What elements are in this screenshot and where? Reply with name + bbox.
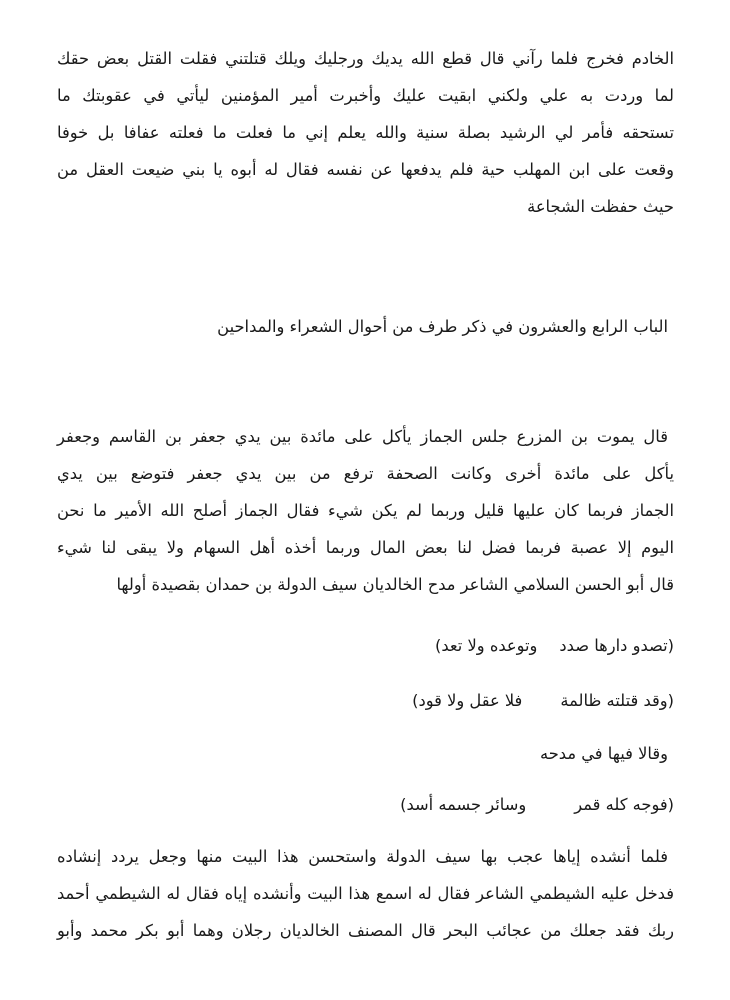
verse-intro-text: وقالا فيها في مدحه [540,744,668,763]
text-line: قال يموت بن المزرع جلس الجماز يأكل على مائدة بين يدي جعفر بن القاسم وجعفر [57,427,668,446]
verse-3 [57,786,674,823]
verse-2 [57,682,674,719]
text-line: يأكل على مائدة أخرى وكانت الصحفة ترفع من بين يدي جعفر فتوضع بين يدي [57,464,674,483]
text-line: لما وردت به علي ولكني ابقيت عليك وأخبرت أمير المؤمنين ليأتي في عقوبتك ما [57,86,674,105]
verse-second-hemistich: وسائر جسمه أسد) [400,795,527,814]
text-line: الخادم فخرج فلما رآني قال قطع الله يديك ورجليك ويلك قتلتني فقلت القتل بعض حقك [57,49,674,68]
verse-second-hemistich: فلا عقل ولا قود) [412,691,523,710]
paragraph-1 [57,40,674,225]
verse-intro [57,735,674,772]
verse-line [57,682,674,719]
text-line: تستحقه فأمر لي الرشيد بصلة سنية والله يعلم إني ما فعلت ما فعلته عفافا بل خوفا [57,123,674,142]
text-line: فدخل عليه الشيطمي الشاعر فقال له اسمع هذا البيت وأنشده إياه فقال له الشيطمي أحمد [57,884,674,903]
paragraph-3 [57,838,674,949]
chapter-heading-text: الباب الرابع والعشرون في ذكر طرف من أحوال الشعراء والمداحين [217,317,668,336]
verse-first-hemistich: (تصدو دارها صدد [559,636,674,655]
verse-1 [57,627,674,664]
verse-second-hemistich: وتوعده ولا تعد) [435,636,538,655]
verse-first-hemistich: (فوجه كله قمر [574,795,674,814]
verse-line [57,627,674,664]
text-line: الجماز فربما كان عليها قليل وربما لم يكن شيء فقال الجماز أصلح الله الأمير ما نحن [57,501,674,520]
text-line: فلما أنشده إياها عجب بها سيف الدولة واستحسن هذا البيت منها وجعل يردد إنشاده [57,847,668,866]
text-line: حيث حفظت الشجاعة [527,197,674,216]
paragraph-2 [57,418,674,603]
text-line: ربك فقد جعلك من عجائب البحر قال المصنف الخالديان رجلان وهما أبو بكر محمد وأبو [57,921,674,940]
text-line: اليوم إلا عصبة فربما فضل لنا بعض المال وربما أخذه أهل السهام ولا يبقى لنا شيء [57,538,674,557]
verse-first-hemistich: (وقد قتلته ظالمة [560,691,674,710]
chapter-heading [57,308,674,345]
text-line: وقعت على ابن المهلب حية فلم يدفعها عن نفسه فقال له أبوه يا بني ضيعت العقل من [57,160,674,179]
text-line: قال أبو الحسن السلامي الشاعر مدح الخالديان سيف الدولة بن حمدان بقصيدة أولها [116,575,674,594]
verse-line [57,786,674,823]
